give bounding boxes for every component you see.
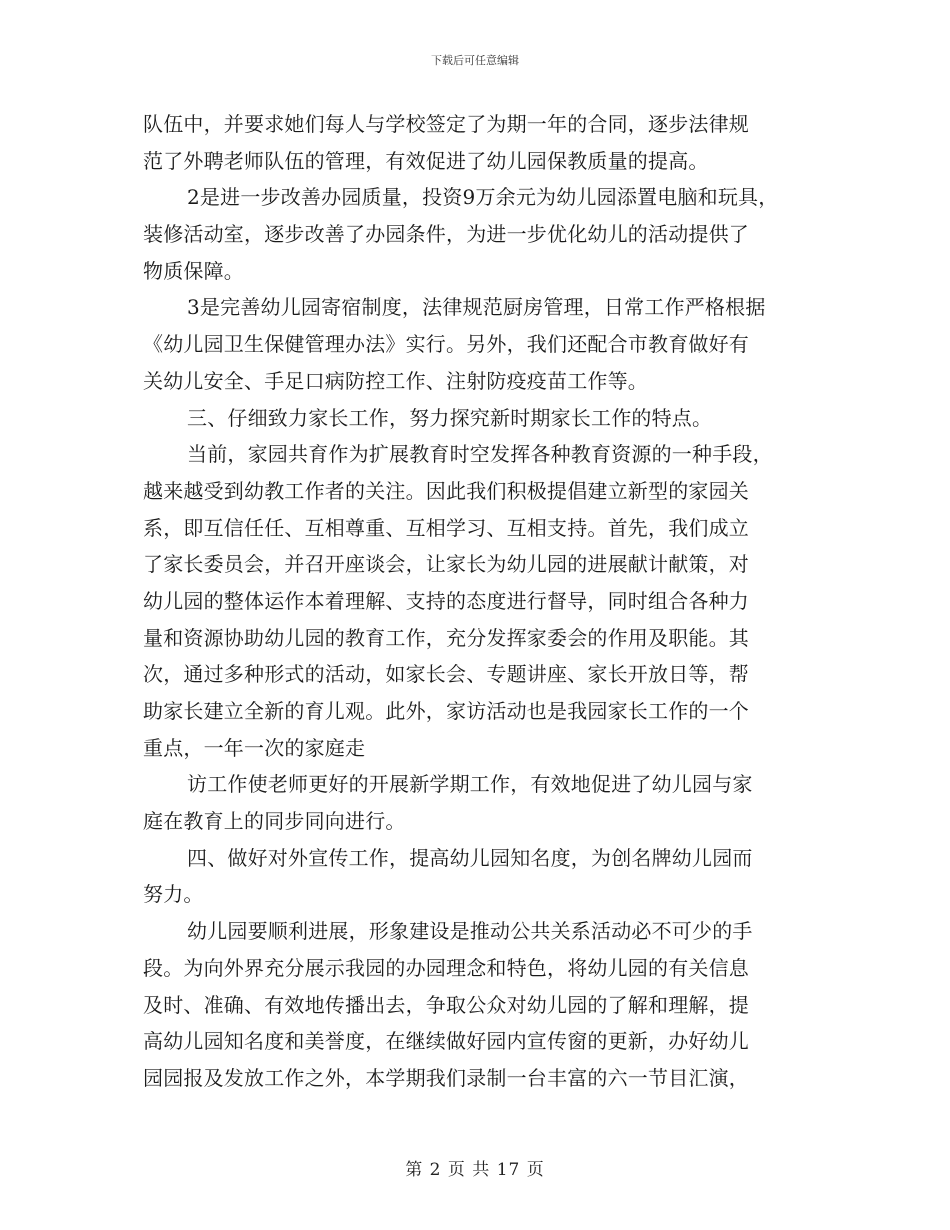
text-line: 关幼儿安全、手足口病防控工作、注射防疫疫苗工作等。 (143, 368, 648, 393)
text-line: 量和资源协助幼儿园的教育工作，充分发挥家委会的作用及职能。其 (143, 625, 749, 650)
text-line: 园园报及发放工作之外，本学期我们录制一台丰富的六一节目汇演， (143, 1065, 749, 1090)
text-line: 3是完善幼儿园寄宿制度，法律规范厨房管理，日常工作严格根据 (187, 295, 766, 320)
text-line: 及时、准确、有效地传播出去，争取公众对幼儿园的了解和理解，提 (143, 992, 749, 1017)
text-line: 系，即互信任任、互相尊重、互相学习、互相支持。首先，我们成立 (143, 515, 749, 540)
text-line: 2是进一步改善办园质量，投资9万余元为幼儿园添置电脑和玩具， (187, 185, 779, 210)
text-line: 队伍中，并要求她们每人与学校签定了为期一年的合同，逐步法律规 (143, 112, 749, 136)
text-line: 物质保障。 (143, 258, 244, 283)
text-line: 了家长委员会，并召开座谈会，让家长为幼儿园的进展献计献策，对 (143, 552, 749, 577)
text-line: 高幼儿园知名度和美誉度，在继续做好园内宣传窗的更新，办好幼儿 (143, 1029, 749, 1054)
text-line: 段。为向外界充分展示我园的办园理念和特色，将幼儿园的有关信息 (143, 955, 749, 980)
text-line: 重点，一年一次的家庭走 (143, 735, 366, 760)
page-header: 下载后可任意编辑 (431, 54, 519, 67)
text-line: 访工作使老师更好的开展新学期工作，有效地促进了幼儿园与家 (187, 772, 753, 797)
document-body (143, 106, 823, 1097)
text-line: 助家长建立全新的育儿观。此外，家访活动也是我园家长工作的一个 (143, 699, 749, 723)
text-line: 三、仔细致力家长工作，努力探究新时期家长工作的特点。 (187, 405, 713, 430)
text-line: 范了外聘老师队伍的管理，有效促进了幼儿园保教质量的提高。 (143, 148, 709, 173)
text-line: 装修活动室，逐步改善了办园条件，为进一步优化幼儿的活动提供了 (143, 222, 749, 247)
page-number: 第 2 页 共 17 页 (405, 1160, 545, 1180)
text-line: 幼儿园要顺利进展，形象建设是推动公共关系活动必不可少的手 (187, 919, 753, 944)
text-line: 四、做好对外宣传工作，提高幼儿园知名度，为创名牌幼儿园而 (187, 845, 753, 870)
text-line: 幼儿园的整体运作本着理解、支持的态度进行督导，同时组合各种力 (143, 588, 749, 613)
text-line: 庭在教育上的同步同向进行。 (143, 809, 406, 834)
text-line: 《幼儿园卫生保健管理办法》实行。另外，我们还配合市教育做好有 (143, 332, 749, 357)
text-line: 越来越受到幼教工作者的关注。因此我们积极提倡建立新型的家园关 (143, 478, 749, 503)
text-line: 次，通过多种形式的活动，如家长会、专题讲座、家长开放日等，帮 (143, 662, 749, 687)
text-line: 努力。 (143, 882, 204, 907)
text-line: 当前，家园共育作为扩展教育时空发挥各种教育资源的一种手段， (187, 442, 773, 467)
